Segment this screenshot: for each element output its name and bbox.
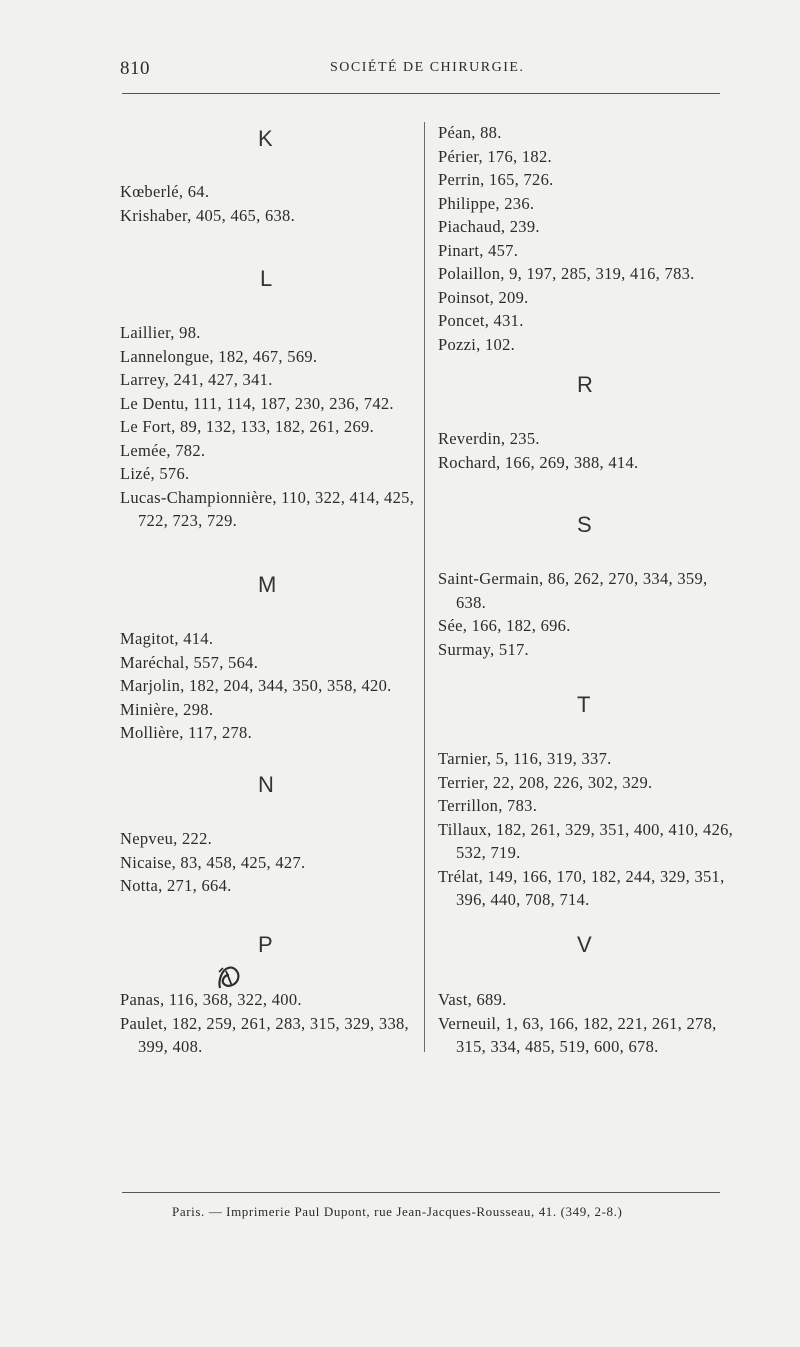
printer-imprint: Paris. — Imprimerie Paul Dupont, rue Jean-Jacques-Rousseau, 41. (349, 2-8.) <box>172 1204 623 1219</box>
section-letter-m: M <box>258 572 277 597</box>
index-entry: Périer, 176, 182. <box>438 146 552 166</box>
section-letter-n: N <box>258 772 274 797</box>
section-letter-v: V <box>577 932 592 957</box>
index-entry: Reverdin, 235. <box>438 429 540 448</box>
page-number: 810 <box>120 58 150 79</box>
section-letter-s: S <box>577 512 592 537</box>
index-entry: Notta, 271, 664. <box>120 876 232 895</box>
index-entry: Tarnier, 5, 116, 319, 337. <box>438 749 612 768</box>
index-entry: Saint-Germain, 86, 262, 270, 334, 359, 638. <box>438 569 708 612</box>
index-entry: Poncet, 431. <box>438 311 524 330</box>
index-entry: Vast, 689. <box>438 990 507 1009</box>
footer-rule <box>122 1192 720 1193</box>
index-entry: Nicaise, 83, 458, 425, 427. <box>120 852 306 872</box>
index-entry: Poinsot, 209. <box>438 287 529 307</box>
running-head: SOCIÉTÉ DE CHIRURGIE. <box>330 60 525 75</box>
index-entry: Philippe, 236. <box>438 193 535 213</box>
index-entry: Laillier, 98. <box>120 323 201 342</box>
index-entry: Kœberlé, 64. <box>120 182 210 201</box>
column-divider <box>424 122 425 1052</box>
index-entry: Mollière, 117, 278. <box>120 723 253 742</box>
section-letter-p: P <box>258 932 273 957</box>
index-entry: Panas, 116, 368, 322, 400. <box>120 990 302 1009</box>
index-entries-v <box>438 988 738 1059</box>
index-entries-p-continued <box>438 121 738 356</box>
header-rule <box>122 93 720 94</box>
index-entry: Lizé, 576. <box>120 464 190 483</box>
index-entry: Surmay, 517. <box>438 639 529 659</box>
index-entry: Lucas-Championnière, 110, 322, 414, 425, 722, 723, 729. <box>120 487 415 530</box>
index-entry: Terrillon, 783. <box>438 796 538 815</box>
section-letter-r: R <box>577 372 593 397</box>
section-letter-t: T <box>577 692 591 717</box>
index-entries-l <box>120 321 418 533</box>
index-entries-r <box>438 427 738 474</box>
index-entry: Le Dentu, 111, 114, 187, 230, 236, 742. <box>120 393 394 413</box>
index-entry: Terrier, 22, 208, 226, 302, 329. <box>438 772 653 792</box>
index-entry: Tillaux, 182, 261, 329, 351, 400, 410, 426, 532, 719. <box>438 819 734 862</box>
index-entry: Perrin, 165, 726. <box>438 170 554 189</box>
index-entry: Minière, 298. <box>120 699 214 719</box>
index-entries-m <box>120 627 420 745</box>
index-entry: Paulet, 182, 259, 261, 283, 315, 329, 338, 399, 408. <box>120 1013 409 1056</box>
index-entries-k <box>120 180 420 227</box>
index-entry: Lannelongue, 182, 467, 569. <box>120 346 318 366</box>
index-entry: Trélat, 149, 166, 170, 182, 244, 329, 351, 396, 440, 708, 714. <box>438 866 725 909</box>
index-entries-n <box>120 827 420 898</box>
index-entry: Sée, 166, 182, 696. <box>438 616 571 635</box>
index-entry: Polaillon, 9, 197, 285, 319, 416, 783. <box>438 264 695 283</box>
index-entry: Marjolin, 182, 204, 344, 350, 358, 420. <box>120 676 392 695</box>
index-entry: Larrey, 241, 427, 341. <box>120 370 273 389</box>
index-entry: Krishaber, 405, 465, 638. <box>120 205 296 225</box>
index-entry: Rochard, 166, 269, 388, 414. <box>438 452 639 472</box>
index-entry: Piachaud, 239. <box>438 217 540 236</box>
index-entries-t <box>438 747 738 912</box>
index-entries-p <box>120 988 420 1059</box>
section-letter-l: L <box>260 266 273 291</box>
index-entry: Péan, 88. <box>438 123 502 142</box>
index-entry: Le Fort, 89, 132, 133, 182, 261, 269. <box>120 417 375 436</box>
index-entry: Lemée, 782. <box>120 440 206 460</box>
index-entry: Magitot, 414. <box>120 629 214 648</box>
section-letter-k: K <box>258 126 273 151</box>
index-entry: Pozzi, 102. <box>438 334 516 354</box>
index-entry: Verneuil, 1, 63, 166, 182, 221, 261, 278, 315, 334, 485, 519, 600, 678. <box>438 1013 717 1056</box>
index-entries-s <box>438 567 738 661</box>
index-entry: Nepveu, 222. <box>120 829 213 848</box>
index-entry: Maréchal, 557, 564. <box>120 652 259 672</box>
index-entry: Pinart, 457. <box>438 240 519 260</box>
